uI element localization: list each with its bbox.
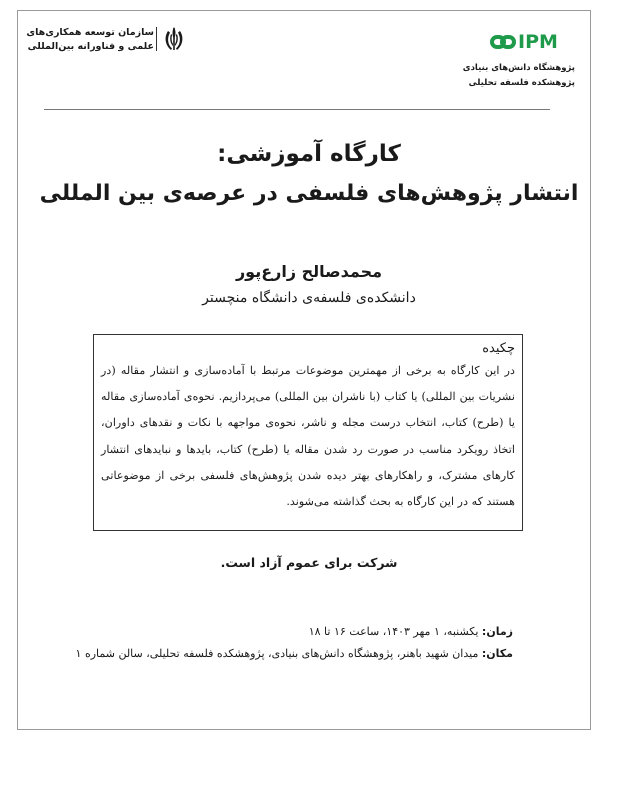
- time-value: یکشنبه، ۱ مهر ۱۴۰۳، ساعت ۱۶ تا ۱۸: [308, 625, 479, 638]
- abstract-body: در این کارگاه به برخی از مهمترین موضوعات مرتبط با آماده‌سازی و انتشار مقاله (در نشریات بین المللی) یا کتاب (با ناشران بین المللی) می‌پردازیم. نحوه‌ی آماده‌سازی مقاله یا (طرح) کتاب، انتخاب درست مجله و ناشر، نحوه‌ی مواجهه با نکات و نقدهای داوران، اتخاذ رویکرد مناسب در صورت رد شدن مقاله یا (طرح) کتاب، بایدها و نبایدهای انتشار کارهای مشترک، و راهکارهای بهتر دیده شدن پژوهش‌های فلسفی برخی از موضوعاتی هستند که در این کارگاه به بحث گذاشته می‌شوند.: [101, 364, 515, 509]
- ipm-school-name: پژوهشکده فلسفه تحلیلی: [468, 78, 575, 88]
- speaker-name: محمدصالح زارع‌پور: [235, 262, 383, 281]
- header-divider: [44, 109, 550, 110]
- event-place: [76, 647, 513, 660]
- org-name-line2: علمی و فناورانه بین‌المللی: [27, 41, 154, 52]
- ipm-logo: [490, 31, 570, 53]
- ipm-logo-text: IPM: [518, 31, 558, 53]
- iran-emblem-icon: [162, 25, 186, 53]
- place-value: میدان شهید باهنر، پژوهشگاه دانش‌های بنیادی، پژوهشکده فلسفه تحلیلی، سالن شماره ۱: [75, 647, 479, 660]
- poster-title-line1: کارگاه آموزشی:: [217, 141, 401, 167]
- place-colon: :: [481, 647, 487, 660]
- ipm-institute-name: پژوهشگاه دانش‌های بنیادی: [462, 63, 575, 73]
- abstract-box: [93, 334, 523, 531]
- abstract-heading: چکیده: [482, 341, 515, 356]
- org-divider: [156, 27, 157, 51]
- event-time: [309, 625, 513, 638]
- ipm-ring-icon: [490, 35, 506, 49]
- speaker-affiliation: دانشکده‌ی فلسفه‌ی دانشگاه منچستر: [202, 290, 416, 306]
- open-attendance-note: شرکت برای عموم آزاد است.: [220, 555, 398, 570]
- org-name-line1: سازمان توسعه همکاری‌های: [26, 27, 154, 38]
- poster-title-line2: انتشار پژوهش‌های فلسفی در عرصه‌ی بین المللی: [39, 181, 579, 206]
- place-label: مکان: [486, 647, 513, 660]
- time-label: زمان: [486, 625, 513, 638]
- time-colon: :: [481, 625, 487, 638]
- org-block: [26, 24, 194, 56]
